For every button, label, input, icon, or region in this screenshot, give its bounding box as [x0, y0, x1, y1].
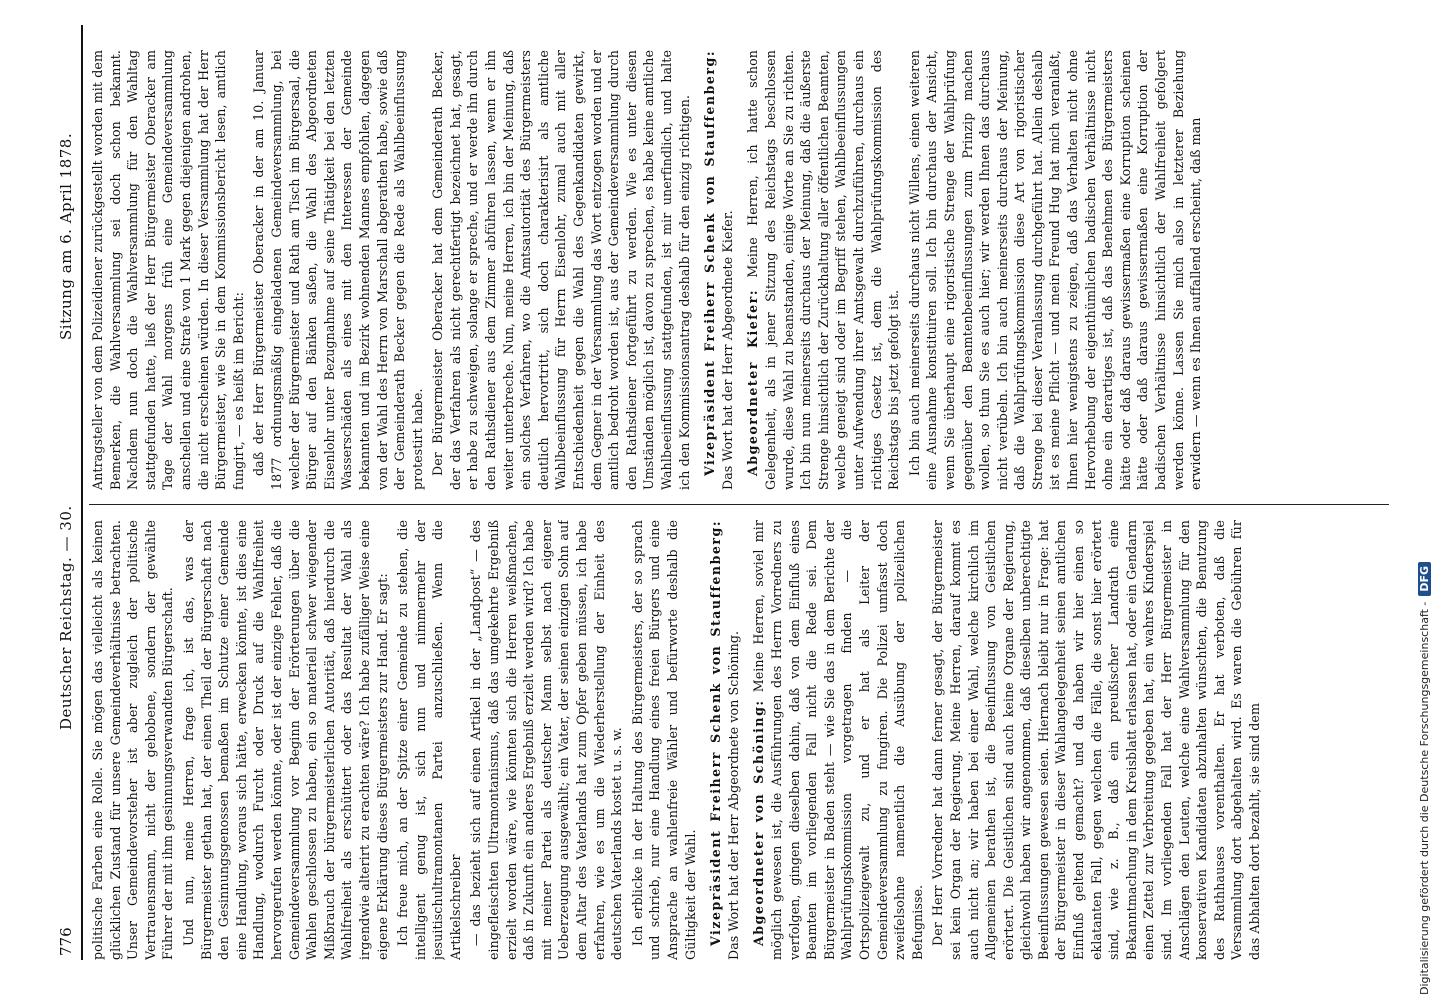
header-rule	[81, 25, 83, 960]
body-paragraph: daß der Herr Bürgermeister Oberacker in der am 10. Januar 1877 ordnungsmäßig eingeladenen Gemeindeversammlung, bei welcher der Bürgermeister und Rath am Tisch im Bürgersaal, die Bürger auf den Bänken saßen, die Wahl des Abgeordneten Eisenlohr unter Bezugnahme auf seine Thätigkeit bei den letzten Wasserschäden als eines mit den Interessen der Gemeinde bekannten und im Bezirk wohnenden Mannes empfohlen, dagegen von der Wahl des Herrn von Marschall abgerathen habe, sowie daß der Gemeinderath Becker gegen die Rede als Wahlbeeinflussung protestirt habe.	[251, 50, 425, 490]
body-paragraph: Der Bürgermeister Oberacker hat dem Gemeinderath Becker, der das Verfahren als nicht gerechtfertigt bezeichnet hat, gesagt, er habe zu schweigen, solange er spreche, und er werde ihn durch den Rathsdiener aus dem Zimmer abführen lassen, wenn er ihn weiter unterbreche. Nun, meine Herren, ich bin der Meinung, daß ein solches Verfahren, wo die Amtsautorität des Bürgermeisters deutlich hervortritt, sich doch charakterisirt als amtliche Wahlbeeinflussung für Herrn Eisenlohr, zumal auch mit aller Entschiedenheit gegen die Wahl des Gegenkandidaten gewirkt, dem Gegner in der Versammlung das Wort entzogen worden und er amtlich bedroht worden ist, aus der Gemeindeversammlung durch den Rathsdiener fortgeführt zu werden. Wie es unter diesen Umständen möglich ist, davon zu sprechen, es habe keine amtliche Wahlbeeinflussung stattgefunden, ist mir unerfindlich, und halte ich den Kommissionsantrag deshalb für den einzig richtigen.	[430, 50, 692, 490]
page-number: 776	[57, 927, 75, 956]
speaker-paragraph	[744, 50, 902, 490]
body-paragraph: — das bezieht sich auf einen Artikel in der „Landpost“ — des eingefleischten Ultramontanismus, daß das umgekehrte Ergebniß erzielt worden wäre, wie könnten sich die Herren weißmachen, daß in Zukunft ein anderes Ergebniß erzielt werden wird? Ich habe mit meiner Partei als deutscher Mann selbst nach eigener Ueberzeugung ausgewählt; ein Vater, der seinen einzigen Sohn auf dem Altar des Vaterlands hat zum Opfer geben müssen, ich habe erfahren, wie es um die Wiederherstellung der Einheit des deutschen Vaterlands kostet u. s. w.	[468, 520, 625, 960]
journal-title: Deutscher Reichstag. — 30.	[57, 505, 75, 730]
speech-text: Meine Herren, ich hatte schon Gelegenheit, als in jener Sitzung des Reichstags beschlossen wurde, diese Wahl zu beanstanden, einige Worte an Sie zu richten. Ich bin nun meinerseits durchaus der Meinung, daß die äußerste Strenge hinsichtlich der Zurückhaltung aller öffentlichen Beamten, welche geneigt sind oder im Begriff stehen, Wahlbeeinflussungen unter Aufwendung ihrer Amtsgewalt durchzuführen, durchaus ein richtiges Gesetz ist, dem die Wahlprüfungskommission des Reichstags bis jetzt gefolgt ist.	[745, 50, 902, 490]
speaker-name: Abgeordneter Kiefer:	[745, 289, 761, 476]
speech-text: Das Wort hat der Herr Abgeordnete von Schöning.	[725, 630, 741, 960]
body-paragraph: Ich bin auch meinerseits durchaus nicht Willens, einen weiteren eine Ausnahme konstituiren soll. Ich bin durchaus der Ansicht, wenn Sie überhaupt eine rigoristische Strenge der Wahlprüfung gegenüber den Beamtenbeeinflussungen zum Prinzip machen wollen, so thun Sie es auch hier; wir werden Ihnen das durchaus nicht verübeln. Ich bin auch meinerseits durchaus der Meinung, daß die Wahlprüfungskommission diese Art von rigoristischer Strenge bei dieser Veranlassung durchgeführt hat. Allein deshalb ist es meine Pflicht — und mein Freund Hug hat mich veranlaßt, Ihnen hier wenigstens zu zeigen, daß das Verhalten nicht ohne Hervorhebung der eigenthümlichen badischen Verhältnisse nicht ohne ein derartiges ist, daß das Benehmen des Bürgermeisters hätte oder daß daraus gewissermaßen eine Korruption scheinen hätte oder daß daraus gewissermaßen eine Korruption der badischen Verhältnisse hinsichtlich der Wahlfreiheit gefolgert werden könne. Lassen Sie mich also in letzterer Beziehung erwidern — wenn es Ihnen auffallend erscheint, daß man	[906, 50, 1204, 490]
rotated-page	[55, 25, 1400, 960]
speech-text: Das Wort hat der Herr Abgeordnete Kiefer.	[719, 210, 735, 490]
credit-text: Digitalisierung gefördert durch die Deutsche Forschungsgemeinschaft -	[1418, 601, 1431, 995]
body-paragraph: politische Farben eine Rolle. Sie mögen das vielleicht als keinen glücklichen Zustand für unsere Gemeindeverhältnisse betrachten. Unser Gemeindevorsteher ist aber zugleich der politische Vertrauensmann, nicht der gehobene, sondern der gewählte Führer der mit ihm gesinnungsverwandten Bürgerschaft.	[90, 520, 176, 960]
speaker-name: Vizepräsident Freiherr Schenk von Stauffenberg:	[702, 50, 718, 476]
dfg-logo: DFG	[1418, 562, 1431, 596]
body-paragraph: Ich erblicke in der Haltung des Bürgermeisters, der so sprach und schrieb, nur eine Handlung eines freien Bürgers und eine Ansprache an wahlenfreie Wähler und befürworte deshalb die Gültigkeit der Wahl.	[629, 520, 698, 960]
speaker-paragraph	[750, 520, 926, 960]
body-paragraph: Antragsteller von dem Polizeidiener zurückgestellt worden mit dem Bemerken, die Wahlversammlung sei doch schon bekannt. Nachdem nun doch die Wahlversammlung für den Wahltag stattgefunden hatte, ließ der Herr Bürgermeister Oberacker am Tage der Wahl morgens früh eine Gemeindeversammlung anschellen und eine Strafe von 1 Mark gegen diejenigen androhen, die nicht erscheinen würden. In dieser Versammlung hat der Herr Bürgermeister, wie Sie in dem Kommissionsbericht lesen, amtlich fungirt, — es heißt im Bericht:	[90, 50, 246, 490]
left-column	[89, 520, 1389, 960]
digitization-credit	[1418, 5, 1431, 995]
speech-text: Meine Herren, soviel mir möglich gewesen ist, die Ausführungen des Herrn Vorredners zu verfolgen, gingen dieselben dahin, daß von dem Einfluß eines Beamten im vorliegenden Fall nicht die Rede sei. Dem Bürgermeister in Baden steht — wie Sie das in dem Berichte der Wahlprüfungskommission vorgetragen finden — die Ortspolizeigewalt zu, und er hat als Leiter der Gemeindeversammlung zu fungiren. Die Polizei umfasst doch zweifelsohne namentlich die Ausübung der polizeilichen Befugnisse.	[751, 520, 925, 960]
session-date: Sitzung am 6. April 1878.	[57, 132, 75, 340]
body-paragraph: Und nun, meine Herren, frage ich, ist das, was der Bürgermeister gethan hat, der einen Theil der Bürgerschaft nach den Gesinnungsgenossen bemaßen im Schutze einer Gemeinde eine Handlung, woraus sich hätte, erwecken könnte, ist dies eine Handlung, wodurch Furcht oder Druck auf die Wahlfreiheit hervorgerufen werden könnte, oder ist der einzige Fehler, daß die Gemeindeversammlung vor Beginn der Erörterungen über die Wahlen geschlossen zu haben, ein so materiell schwer wiegender Mißbrauch der bürgermeisterlichen Autorität, daß hierdurch die Wahlfreiheit als erschüttert oder das Resultat der Wahl als irgendwie alterirt zu erachten wäre? Ich habe zufälliger Weise eine eigene Erklärung dieses Bürgermeisters zur Hand. Er sagt:	[180, 520, 390, 960]
right-column	[89, 50, 1389, 490]
speaker-paragraph	[707, 520, 742, 960]
column-divider	[89, 504, 1389, 505]
body-paragraph: Der Herr Vorredner hat dann ferner gesagt, der Bürgermeister sei kein Organ der Regierung. Meine Herren, darauf kommt es auch nicht an; wir haben bei einer Wahl, welche kirchlich im Allgemeinen berathen ist, die Beeinflussung von Geistlichen erörtert. Die Geistlichen sind auch keine Organe der Regierung, gleichwohl haben wir angenommen, daß dieselben unberechtigte Beeinflussungen gewesen seien. Hiernach bleibt nur in Frage: hat der Bürgermeister in dieser Wahlangelegenheit seinen amtlichen Einfluß geltend gemacht? und da haben wir hier einen so eklatanten Fall, gegen welchen die Fälle, die sonst hier erörtert sind, wie z. B., daß ein preußischer Landrath eine Bekanntmachung in dem Kreisblatt erlassen hat, oder ein Gendarm einen Zettel zur Verbreitung gegeben hat, ein wahres Kinderspiel sind. Im vorliegenden Fall hat der Herr Bürgermeister in Anschlägen den Leuten, welche eine Wahlversammlung für den konservativen Kandidaten abzuhalten wünschten, die Benutzung des Rathhauses vorenthalten. Er hat verboten, daß die Versammlung dort abgehalten wird. Es waren die Gebühren für das Abhalten dort bezahlt, sie sind dem	[930, 520, 1262, 960]
speaker-name: Abgeordneter von Schöning:	[751, 699, 767, 946]
body-paragraph: Ich freue mich, an der Spitze einer Gemeinde zu stehen, die intelligent genug ist, sich nun und nimmermehr der jesuitischultramontanen Partei anzuschließen. Wenn die Artikelschreiber	[395, 520, 463, 960]
running-head	[55, 25, 77, 960]
speaker-paragraph	[701, 50, 736, 490]
speaker-name: Vizepräsident Freiherr Schenk von Stauffenberg:	[708, 520, 724, 946]
